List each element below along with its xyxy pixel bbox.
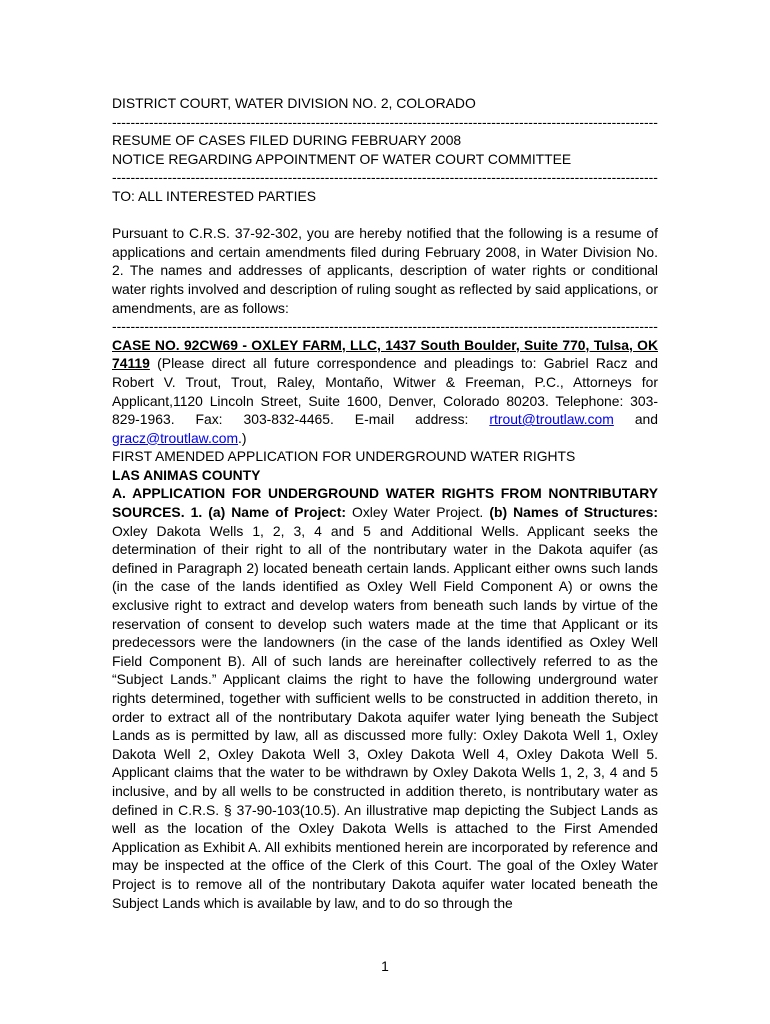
case-paragraph [112,336,658,448]
correspondence-text: (Please direct all future correspondence and pleadings to: Gabriel Racz and Robert V. Trout, Trout, Raley, Montaño, Witwer & Freeman, P.C., Attorneys for Applicant,1120 Lincoln Street, Suite 1600, Denver, Colorado 80203. Telephone: 303-829-1963. Fax: 303-832-4465. E-mail address: [112,355,658,428]
blank-line [112,206,658,225]
application-type: FIRST AMENDED APPLICATION FOR UNDERGROUND WATER RIGHTS [112,448,576,465]
project-name: Oxley Water Project. [346,504,490,521]
structures-label: (b) Names of Structures: [489,504,658,521]
email-link-gracz[interactable]: gracz@troutlaw.com [112,429,239,446]
section-a-paragraph [112,484,658,912]
section-a-body: Oxley Dakota Wells 1, 2, 3, 4 and 5 and Additional Wells. Applicant seeks the determination of their right to all of the nontributary water in the Dakota aquifer (as defined in Paragraph 2) located beneath certain lands. Applicant either owns such lands (in the case of the lands identified as Oxley Well Field Component A) or owns the exclusive right to extract and develop waters from beneath such lands by virtue of the reservation of consent to develop such waters made at the time that Applicant or its predecessors were the landowners (in the case of the lands identified as Oxley Well Field Component B). All of such lands are hereinafter collectively referred to as the “Subject Lands.” Applicant claims the right to have the following underground water rights determined, together with sufficient wells to be constructed in addition thereto, in order to extract all of the nontributary Dakota aquifer water lying beneath the Subject Lands as is permitted by law, all as discussed more fully: Oxley Dakota Well 1, Oxley Dakota Well 2, Oxley Dakota Well 3, Oxley Dakota Well 4, Oxley Dakota Well 5. Applicant claims that the water to be withdrawn by Oxley Dakota Wells 1, 2, 3, 4 and 5 inclusive, and by all wells to be constructed in addition thereto, is nontributary water as defined in C.R.S. § 37-90-103(10.5). An illustrative map depicting the Subject Lands as well as the location of the Oxley Dakota Wells is attached to the First Amended Application as Exhibit A. All exhibits mentioned herein are incorporated by reference and may be inspected at the office of the Clerk of this Court. The goal of the Oxley Water Project is to remove all of the nontributary Dakota aquifer water located beneath the Subject Lands which is available by law, and to do so through the [112,522,658,911]
divider [112,168,658,187]
divider [112,113,658,132]
email-link-rtrout[interactable]: rtrout@troutlaw.com [489,411,614,428]
close-paren: .) [238,429,247,446]
court-heading: DISTRICT COURT, WATER DIVISION NO. 2, COLORADO [112,95,476,111]
addressee: TO: ALL INTERESTED PARTIES [112,187,317,204]
case-title: CASE NO. 92CW69 - OXLEY FARM, LLC, 1437 South Boulder, Suite 770, Tulsa, OK 74119 [112,336,658,372]
and-text: and [613,411,658,428]
intro-paragraph: Pursuant to C.R.S. 37-92-302, you are hereby notified that the following is a resume of applications and certain amendments filed during February 2008, in Water Division No. 2. The names and addresses of applicants, description of water rights or conditional water rights involved and description of ruling sought as reflected by said applications, or amendments, are as follows: [112,225,658,316]
notice-heading: NOTICE REGARDING APPOINTMENT OF WATER COURT COMMITTEE [112,150,572,167]
county-heading: LAS ANIMAS COUNTY [112,466,261,483]
resume-heading: RESUME OF CASES FILED DURING FEBRUARY 2008 [112,132,462,149]
page-number: 1 [381,958,389,974]
divider [112,317,658,336]
document-page [112,94,658,912]
section-a-heading: A. APPLICATION FOR UNDERGROUND WATER RIGHTS FROM NONTRIBUTARY SOURCES. 1. (a) Name of Project: [112,485,658,521]
